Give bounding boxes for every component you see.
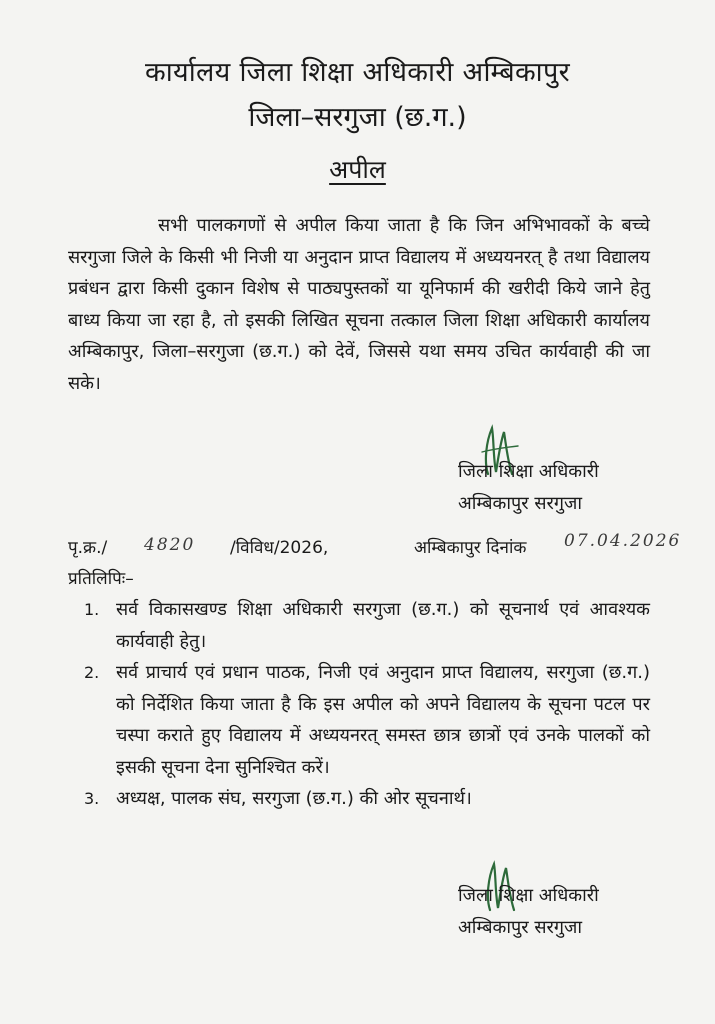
subject-text: अपील <box>329 155 386 184</box>
reference-number: 4820 <box>144 535 196 555</box>
copy-label: प्रतिलिपिः– <box>68 569 134 589</box>
signature-block <box>458 880 658 944</box>
copy-item-text: सर्व विकासखण्ड शिक्षा अधिकारी सरगुजा (छ.ग.) को सूचनार्थ एवं आवश्यक कार्यवाही हेतु। <box>116 599 650 652</box>
copy-item <box>84 657 650 783</box>
copy-list <box>84 594 650 815</box>
copy-item-number: 3. <box>84 789 100 808</box>
signatory-place: अम्बिकापुर सरगुजा <box>458 493 583 514</box>
issue-date: 07.04.2026 <box>564 531 682 551</box>
reference-prefix: पृ.क्र./ <box>68 538 108 558</box>
place-date-label: अम्बिकापुर दिनांक <box>414 538 527 558</box>
reference-suffix: /विविध/2026, <box>230 538 329 558</box>
signatory-title: जिला शिक्षा अधिकारी <box>458 885 599 906</box>
appeal-body: सभी पालकगणों से अपील किया जाता है कि जिन अभिभावकों के बच्चे सरगुजा जिले के किसी भी निजी या अनुदान प्राप्त विद्यालय में अध्ययनरत् है तथा विद्यालय प्रबंधन द्वारा किसी दुकान विशेष से पाठ्यपुस्तकों या यूनिफार्म की खरीदी किये जाने हेतु बाध्य किया जा रहा है, तो इसकी लिखित सूचना तत्काल जिला शिक्षा अधिकारी कार्यालय अम्बिकापुर, जिला–सरगुजा (छ.ग.) को देवें, जिससे यथा समय उचित कार्यवाही की जा सके। <box>68 215 650 394</box>
signatory-place: अम्बिकापुर सरगुजा <box>458 917 583 938</box>
copy-item-number: 1. <box>84 600 100 619</box>
office-title: कार्यालय जिला शिक्षा अधिकारी अम्बिकापुर <box>145 57 570 88</box>
copy-item <box>84 594 650 657</box>
district-title: जिला–सरगुजा (छ.ग.) <box>248 102 467 133</box>
signature-block <box>458 456 658 520</box>
copy-item <box>84 783 650 815</box>
copy-item-number: 2. <box>84 663 100 682</box>
copy-item-text: सर्व प्राचार्य एवं प्रधान पाठक, निजी एवं अनुदान प्राप्त विद्यालय, सरगुजा (छ.ग.) को निर्देशित किया जाता है कि इस अपील को अपने विद्यालय के सूचना पटल पर चस्पा कराते हुए विद्यालय में अध्ययनरत् समस्त छात्र छात्रों एवं उनके पालकों को इसकी सूचना देना सुनिश्चित करें। <box>116 662 650 778</box>
subject-heading <box>0 152 715 186</box>
copy-item-text: अध्यक्ष, पालक संघ, सरगुजा (छ.ग.) की ओर सूचनार्थ। <box>116 788 472 809</box>
signatory-title: जिला शिक्षा अधिकारी <box>458 461 599 482</box>
